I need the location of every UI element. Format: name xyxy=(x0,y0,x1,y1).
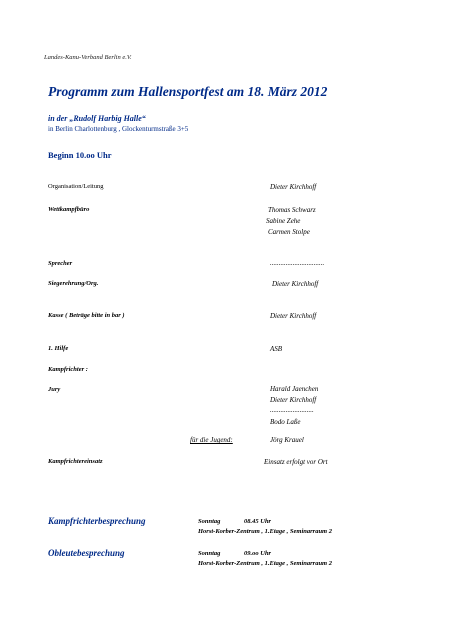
organization-header: Landes-Kanu-Verband Berlin e.V. xyxy=(44,54,132,61)
siegerehrung-label: Siegerehrung/Org. xyxy=(48,280,99,287)
organisation-value: Dieter Kirchhoff xyxy=(270,183,317,191)
meeting-label: Kampfrichterbesprechung xyxy=(48,516,146,526)
wettkampfbuero-value: Thomas Schwarz xyxy=(268,206,316,214)
meeting-time: 09.oo Uhr xyxy=(244,550,272,557)
kampfrichter-label: Kampfrichter : xyxy=(48,366,88,373)
meeting-time: 08.45 Uhr xyxy=(244,518,272,525)
jury-member: Dieter Kirchhoff xyxy=(270,396,317,404)
jury-label: Jury xyxy=(48,386,61,393)
kasse-value: Dieter Kirchhoff xyxy=(270,312,317,320)
page-title: Programm zum Hallensportfest am 18. März 2012 xyxy=(48,84,328,99)
start-time: Beginn 10.oo Uhr xyxy=(48,150,112,160)
meeting-day: Sonntag xyxy=(198,518,221,525)
meeting-label: Obleutebesprechung xyxy=(48,548,125,558)
meeting-place: Horst-Korber-Zentrum , 1.Etage , Seminarraum 2 xyxy=(198,560,332,567)
venue-address: in Berlin Charlottenburg , Glockenturmstraße 3+5 xyxy=(48,125,189,133)
jury-member: Bodo Laße xyxy=(270,418,301,426)
kasse-label: Kasse ( Beträge bitte in bar ) xyxy=(48,312,125,319)
sprecher-value: ............................... xyxy=(270,259,325,267)
jury-member: Harald Jaenchen xyxy=(270,385,319,393)
wettkampfbuero-value: Sabine Zehe xyxy=(266,217,301,225)
organisation-label: Organisation/Leitung xyxy=(48,183,104,190)
meeting-day: Sonntag xyxy=(198,550,221,557)
einsatz-label: Kampfrichtereinsatz xyxy=(48,458,103,465)
wettkampfbuero-label: Wettkampfbüro xyxy=(48,206,90,213)
einsatz-value: Einsatz erfolgt vor Ort xyxy=(264,458,328,466)
jury-member: ......................... xyxy=(270,406,314,414)
meeting-place: Horst-Korber-Zentrum , 1.Etage , Seminarraum 2 xyxy=(198,528,332,535)
siegerehrung-value: Dieter Kirchhoff xyxy=(272,280,319,288)
first-aid-label: 1. Hilfe xyxy=(48,345,69,352)
jugend-value: Jörg Krauel xyxy=(270,436,304,444)
jugend-label: für die Jugend: xyxy=(190,436,233,444)
first-aid-value: ASB xyxy=(270,345,283,353)
sprecher-label: Sprecher xyxy=(48,260,73,267)
venue-name: in der „Rudolf Harbig Halle“ xyxy=(48,114,146,123)
wettkampfbuero-value: Carmen Stolpe xyxy=(268,228,310,236)
